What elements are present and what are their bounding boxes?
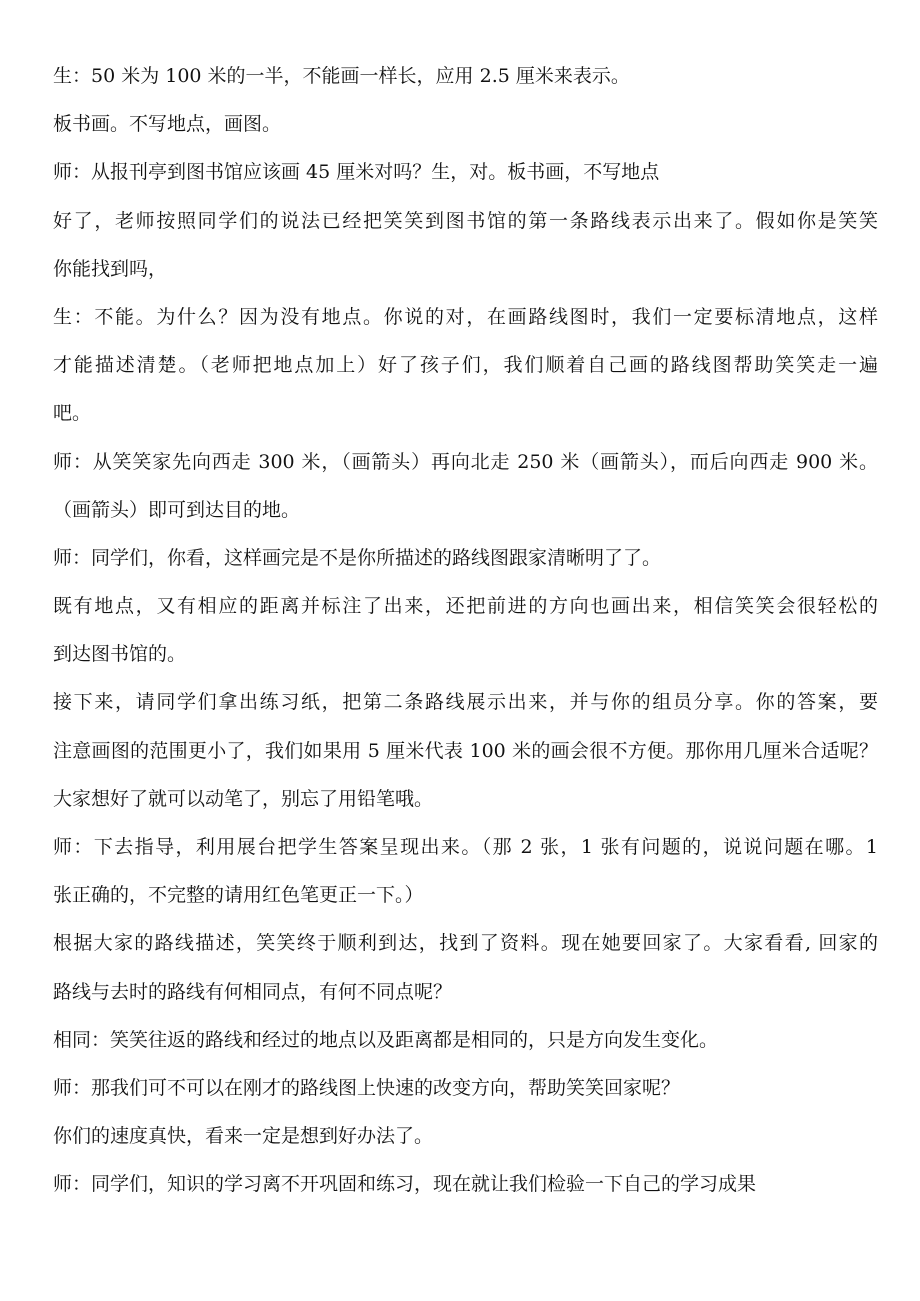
text-line: 大家想好了就可以动笔了，别忘了用铅笔哦。: [53, 787, 434, 810]
text-line: 才能描述清楚。（老师把地点加上）好了孩子们，我们顺着自己画的路线图帮助笑笑走一遍: [53, 354, 878, 377]
text-line: （画箭头）即可到达目的地。: [53, 498, 301, 521]
text-line: 生：50 米为 100 米的一半，不能画一样长，应用 2.5 厘米来表示。: [53, 65, 630, 87]
text-line: 既有地点，又有相应的距离并标注了出来，还把前进的方向也画出来，相信笑笑会很轻松的: [53, 595, 878, 618]
text-line: 师：下去指导，利用展台把学生答案呈现出来。（那 2 张，1 张有问题的，说说问题在哪。1: [53, 836, 878, 858]
text-line: 你们的速度真快，看来一定是想到好办法了。: [53, 1125, 434, 1148]
text-line: 张正确的，不完整的请用红色笔更正一下。）: [53, 884, 424, 907]
text-line: 接下来，请同学们拿出练习纸，把第二条路线展示出来，并与你的组员分享。你的答案，要: [53, 691, 878, 714]
text-line: 好了，老师按照同学们的说法已经把笑笑到图书馆的第一条路线表示出来了。假如你是笑笑: [53, 209, 878, 232]
text-line: 根据大家的路线描述，笑笑终于顺利到达，找到了资料。现在她要回家了。大家看看, 回家的: [53, 932, 878, 955]
text-line: 路线与去时的路线有何相同点，有何不同点呢？: [53, 980, 453, 1003]
text-line: 师：同学们，知识的学习离不开巩固和练习，现在就让我们检验一下自己的学习成果: [53, 1173, 757, 1196]
text-line: 生：不能。为什么？因为没有地点。你说的对，在画路线图时，我们一定要标清地点，这样: [53, 305, 878, 328]
text-line: 吧。: [53, 402, 92, 425]
text-line: 你能找到吗，: [53, 257, 168, 280]
text-line: 师：那我们可不可以在刚才的路线图上快速的改变方向，帮助笑笑回家呢？: [53, 1076, 681, 1099]
text-line: 师：从报刊亭到图书馆应该画 45 厘米对吗？生，对。板书画，不写地点: [53, 161, 660, 184]
text-line: 师：同学们，你看，这样画完是不是你所描述的路线图跟家清晰明了了。: [53, 546, 662, 569]
text-line: 到达图书馆的。: [53, 643, 187, 666]
text-line: 注意画图的范围更小了，我们如果用 5 厘米代表 100 米的画会很不方便。那你用几厘米合适呢？: [53, 739, 878, 762]
text-line: 师：从笑笑家先向西走 300 米，（画箭头）再向北走 250 米（画箭头），而后向西走 900 米。: [53, 450, 878, 473]
text-line: 板书画。不写地点，画图。: [53, 113, 282, 136]
text-line: 相同：笑笑往返的路线和经过的地点以及距离都是相同的，只是方向发生变化。: [53, 1028, 719, 1051]
